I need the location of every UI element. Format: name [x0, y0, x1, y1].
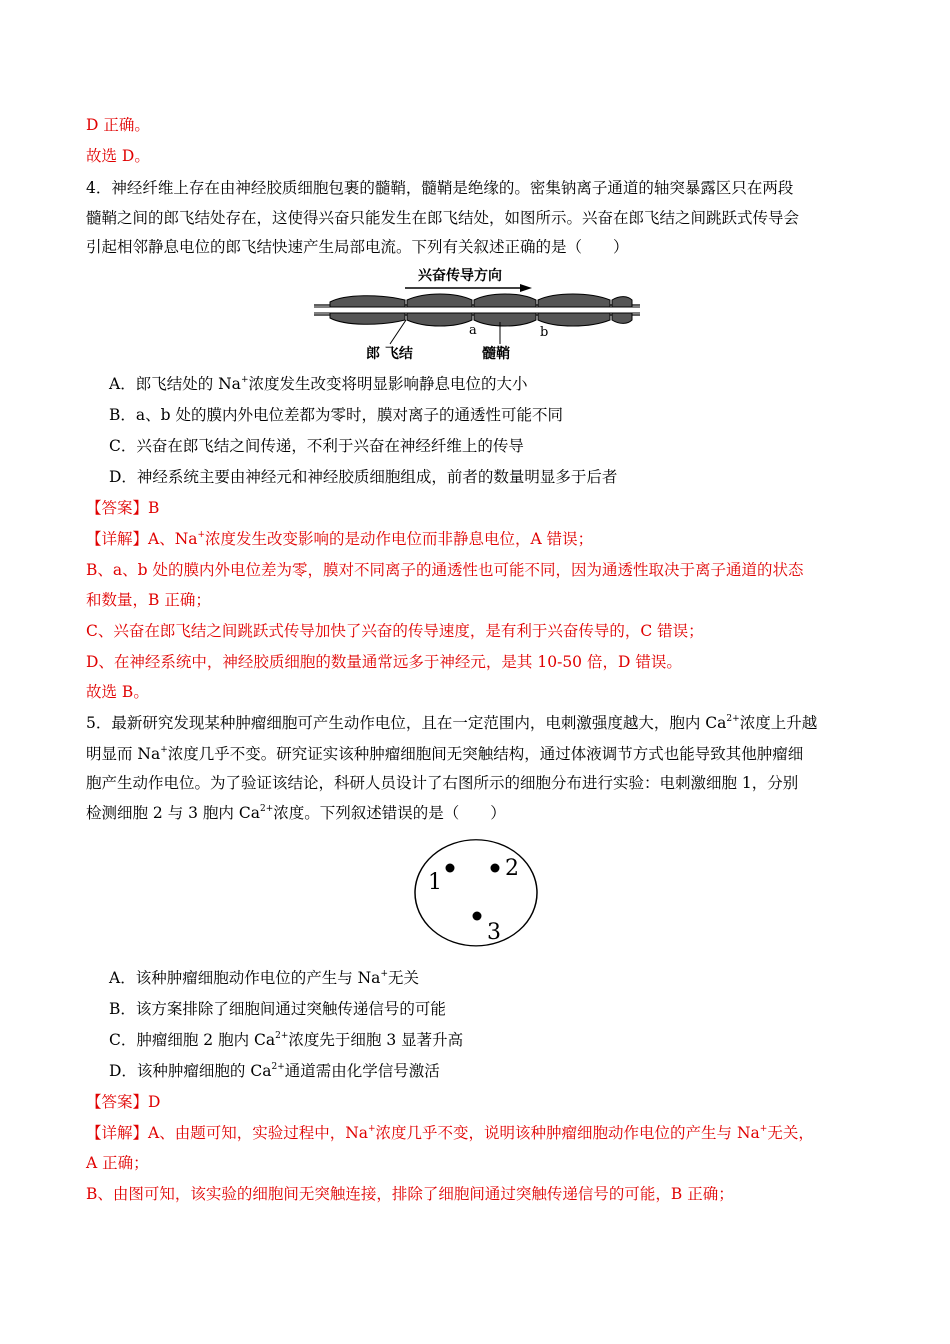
- q4-option-d: D．神经系统主要由神经元和神经胶质细胞组成，前者的数量明显多于后者: [109, 468, 618, 486]
- cell-label-3: 3: [487, 920, 501, 945]
- figure-label-myelin: 髓鞘: [482, 346, 510, 362]
- prev-choose: 故选 D。: [86, 147, 150, 165]
- figure-label-b: b: [540, 325, 549, 340]
- cell-distribution-figure: [410, 838, 542, 948]
- figure-label-node: 郎 飞结: [366, 346, 413, 362]
- q5-stem-line-4: 检测细胞 2 与 3 胞内 $Ca^{2+}$浓度。下列叙述错误的是（ ）: [86, 804, 506, 822]
- cell-3-dot: [473, 912, 482, 921]
- q5-answer: 【答案】D: [86, 1093, 161, 1111]
- cell-label-2: 2: [505, 856, 519, 881]
- axon-core: [314, 307, 640, 313]
- q5-option-a: A．该种肿瘤细胞动作电位的产生与 Na+无关: [109, 969, 419, 987]
- q4-detail-line-6: 故选 B。: [86, 683, 149, 701]
- cell-label-1: 1: [428, 870, 442, 895]
- q4-answer: 【答案】B: [86, 499, 160, 517]
- q4-detail-line-2: B、a、b 处的膜内外电位差为零，膜对不同离子的通透性也可能不同，因为通透性取决于离子通道的状态: [86, 561, 804, 579]
- q4-detail-line-5: D、在神经系统中，神经胶质细胞的数量通常远多于神经元，是其 10-50 倍，D 错误。: [86, 653, 682, 671]
- q4-option-c: C．兴奋在郎飞结之间传递，不利于兴奋在神经纤维上的传导: [109, 437, 524, 455]
- q4-stem-line-2: 髓鞘之间的郎飞结处存在，这使得兴奋只能发生在郎飞结处，如图所示。兴奋在郎飞结之间跳跃式传导会: [86, 209, 800, 227]
- q5-option-b: B．该方案排除了细胞间通过突触传递信号的可能: [109, 1000, 446, 1018]
- nerve-fiber-figure: [310, 262, 645, 366]
- q4-option-b: B．a、b 处的膜内外电位差都为零时，膜对离子的通透性可能不同: [109, 406, 563, 424]
- q4-detail-line-1: 【详解】A、Na+浓度发生改变影响的是动作电位而非静息电位，A 错误；: [86, 530, 594, 548]
- figure-direction-label: 兴奋传导方向: [418, 268, 502, 284]
- direction-arrowhead: [520, 284, 532, 292]
- q5-stem-line-1: 5．最新研究发现某种肿瘤细胞可产生动作电位，且在一定范围内，电刺激强度越大，胞内 $Ca^{2+}$浓度上升越: [86, 714, 818, 732]
- q4-detail-line-4: C、兴奋在郎飞结之间跳跃式传导加快了兴奋的传导速度，是有利于兴奋传导的，C 错误；: [86, 622, 704, 640]
- q5-stem-line-2: 明显而 Na+浓度几乎不变。研究证实该种肿瘤细胞间无突触结构，通过体液调节方式也能导致其他肿瘤细: [86, 745, 804, 763]
- q5-detail-line-2: A 正确；: [86, 1154, 149, 1172]
- figure-label-a: a: [469, 323, 477, 338]
- q5-option-d: D．该种肿瘤细胞的 $Ca^{2+}$通道需由化学信号激活: [109, 1062, 440, 1080]
- q5-stem-line-3: 胞产生动作电位。为了验证该结论，科研人员设计了右图所示的细胞分布进行实验：电刺激细胞 1，分别: [86, 774, 799, 792]
- cell-2-dot: [491, 864, 500, 873]
- q4-detail-line-3: 和数量，B 正确；: [86, 591, 211, 609]
- q5-detail-line-3: B、由图可知，该实验的细胞间无突触连接，排除了细胞间通过突触传递信号的可能，B 正确；: [86, 1185, 734, 1203]
- q4-stem-line-1: 4．神经纤维上存在由神经胶质细胞包裹的髓鞘，髓鞘是绝缘的。密集钠离子通道的轴突暴露区只在两段: [86, 179, 794, 197]
- prev-d-correct: D 正确。: [86, 116, 150, 134]
- cell-1-dot: [446, 864, 455, 873]
- q5-detail-line-1: 【详解】A、由题可知，实验过程中，Na+浓度几乎不变，说明该种肿瘤细胞动作电位的产生与 Na+无关，: [86, 1124, 814, 1142]
- node-pointer: [390, 320, 406, 344]
- q5-option-c: C．肿瘤细胞 2 胞内 $Ca^{2+}$浓度先于细胞 3 显著升高: [109, 1031, 464, 1049]
- q4-stem-line-3: 引起相邻静息电位的郎飞结快速产生局部电流。下列有关叙述正确的是（ ）: [86, 238, 629, 256]
- q4-option-a: A．郎飞结处的 Na+浓度发生改变将明显影响静息电位的大小: [109, 375, 528, 393]
